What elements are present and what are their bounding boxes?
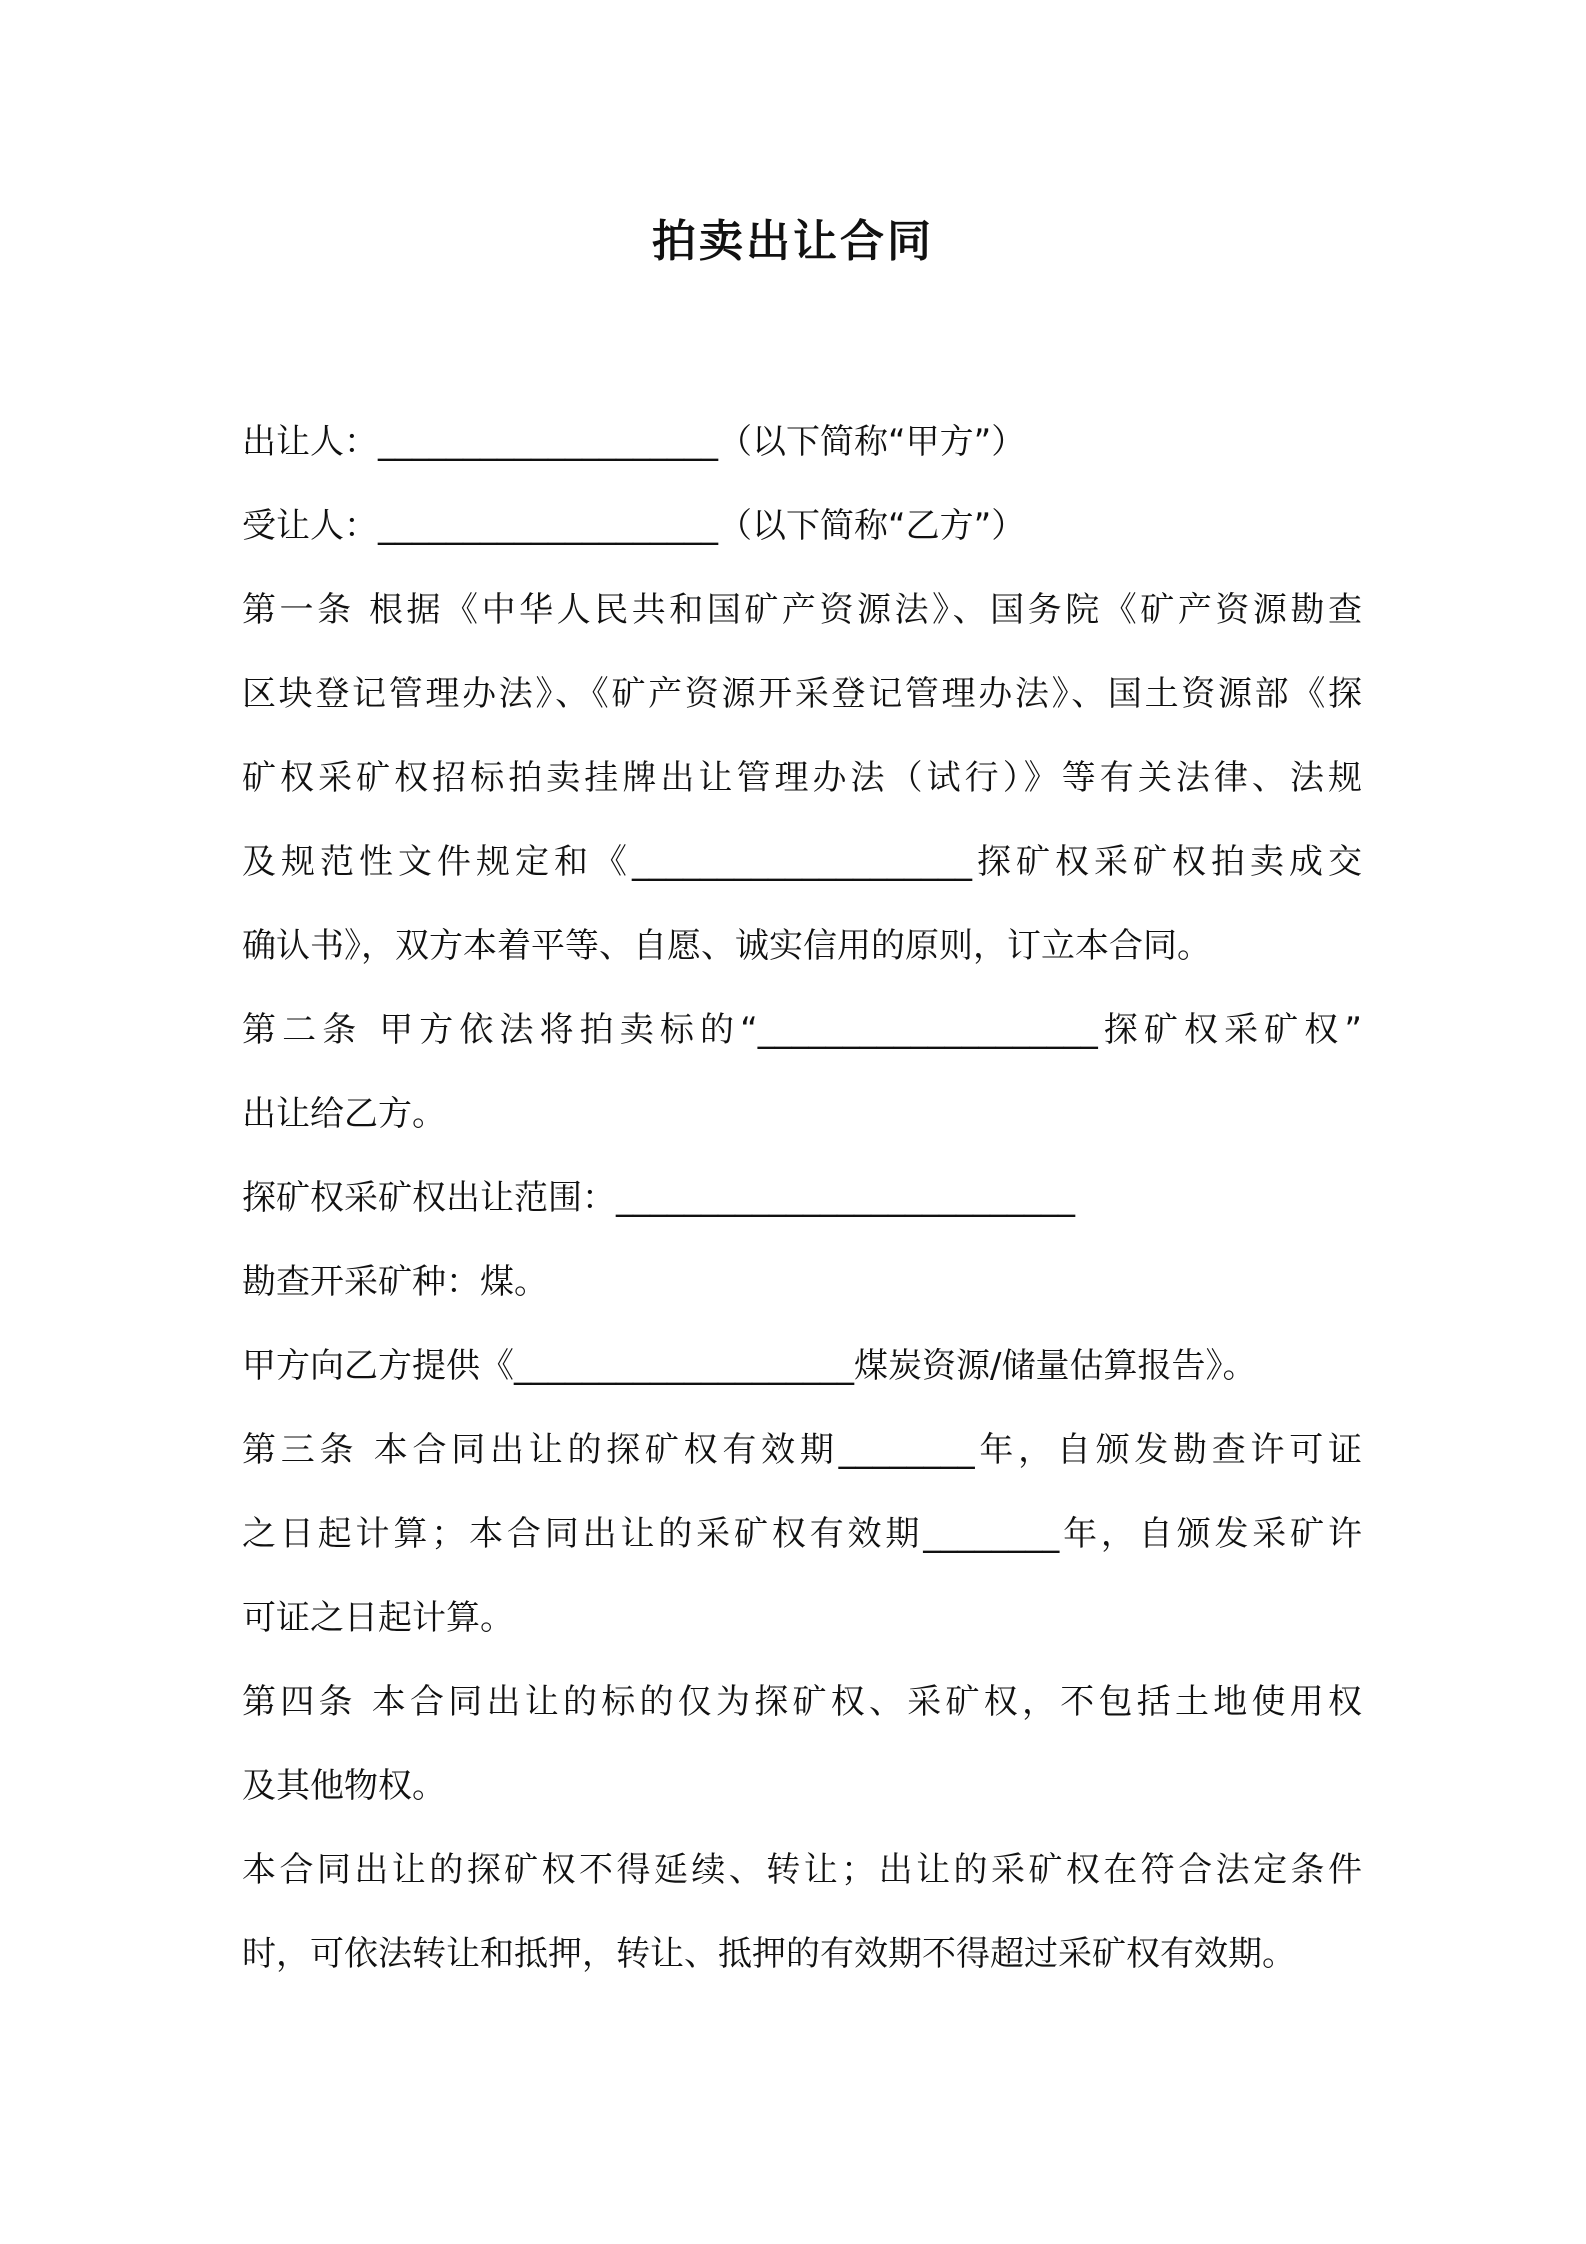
transferee-line: 受让人：____________________（以下简称“乙方”） xyxy=(242,506,1026,546)
mineral-type-line: 勘查开采矿种：煤。 xyxy=(242,1262,548,1302)
report-provision-line: 甲方向乙方提供《____________________煤炭资源/储量估算报告》。 xyxy=(242,1346,1257,1386)
article-2-line-1: 第二条 甲方依法将拍卖标的“____________________探矿权采矿权” xyxy=(242,1010,1362,1050)
article-3-line-3: 可证之日起计算。 xyxy=(242,1598,514,1638)
article-4-line-2: 及其他物权。 xyxy=(242,1766,446,1806)
article-1-line-5: 确认书》，双方本着平等、自愿、诚实信用的原则，订立本合同。 xyxy=(242,926,1211,966)
article-1-line-3: 矿权采矿权招标拍卖挂牌出让管理办法（试行）》等有关法律、法规 xyxy=(242,758,1362,798)
document-title: 拍卖出让合同 xyxy=(652,216,934,267)
article-4-line-1: 第四条 本合同出让的标的仅为探矿权、采矿权，不包括土地使用权 xyxy=(242,1682,1362,1722)
article-3-line-2: 之日起计算；本合同出让的采矿权有效期________年，自颁发采矿许 xyxy=(242,1514,1362,1554)
transfer-scope-line: 探矿权采矿权出让范围：___________________________ xyxy=(242,1178,1075,1218)
article-1-line-1: 第一条 根据《中华人民共和国矿产资源法》、国务院《矿产资源勘查 xyxy=(242,590,1362,630)
article-1-line-4: 及规范性文件规定和《____________________探矿权采矿权拍卖成交 xyxy=(242,842,1362,882)
document-body xyxy=(242,400,1362,1996)
article-1-line-2: 区块登记管理办法》、《矿产资源开采登记管理办法》、国土资源部《探 xyxy=(242,674,1362,714)
transfer-restriction-line-2: 时，可依法转让和抵押，转让、抵押的有效期不得超过采矿权有效期。 xyxy=(242,1934,1296,1974)
article-3-line-1: 第三条 本合同出让的探矿权有效期________年，自颁发勘查许可证 xyxy=(242,1430,1362,1470)
transfer-restriction-line-1: 本合同出让的探矿权不得延续、转让；出让的采矿权在符合法定条件 xyxy=(242,1850,1362,1890)
transferor-line: 出让人：____________________（以下简称“甲方”） xyxy=(242,422,1026,462)
article-2-line-2: 出让给乙方。 xyxy=(242,1094,446,1134)
